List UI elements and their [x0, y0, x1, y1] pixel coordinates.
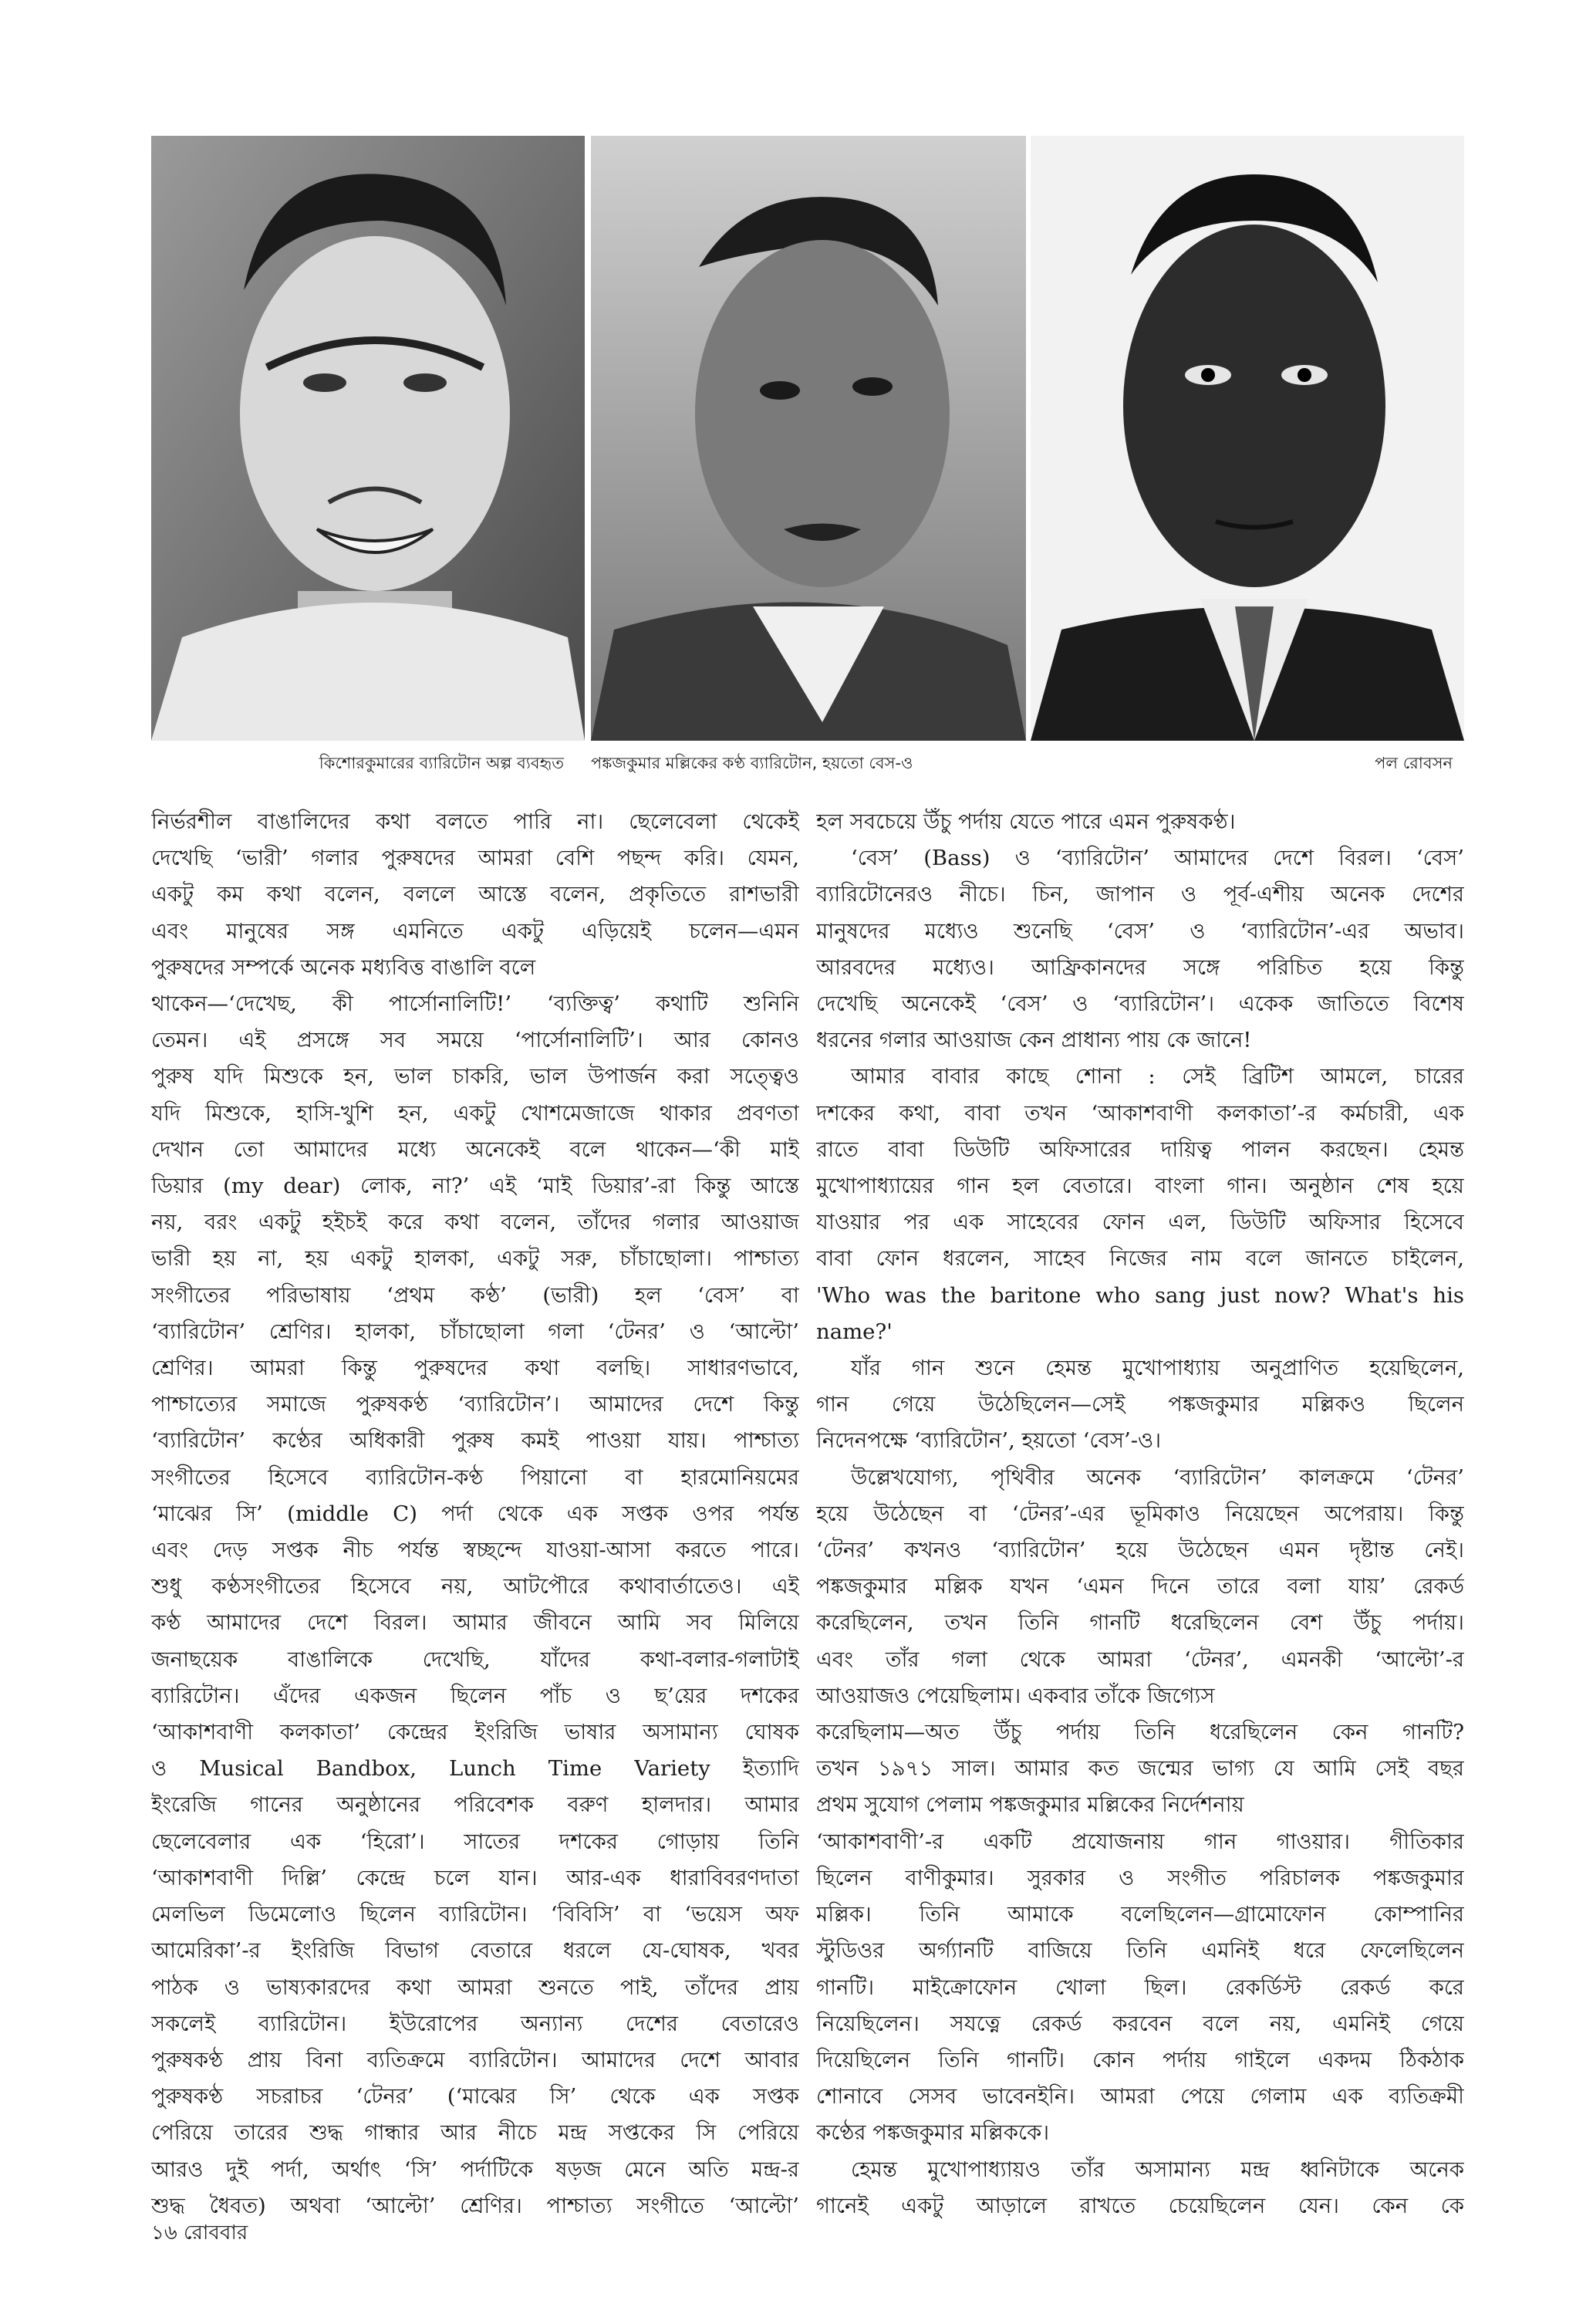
page-footer-label: ১৬ রোববার: [151, 2221, 248, 2245]
text-line: ডিয়ার (my dear) লোক, না?’ এই ‘মাই ডিয়ার’-রা কিন্তু আস্তে: [151, 1174, 799, 1199]
text-line: ভারী হয় না, হয় একটু হালকা, একটু সরু, চাঁচাছোলা। পাশ্চাত্য: [151, 1246, 799, 1272]
text-line: ও Musical Bandbox, Lunch Time Variety ইত্যাদি: [151, 1756, 799, 1782]
text-line: যাঁর গান শুনে হেমন্ত মুখোপাধ্যায় অনুপ্রাণিত হয়েছিলেন,: [851, 1356, 1464, 1381]
text-line: ‘বেস’ (Bass) ও ‘ব্যারিটোন’ আমাদের দেশে বিরল। ‘বেস’: [851, 846, 1464, 871]
text-line: ব্যারিটোন। এঁদের একজন ছিলেন পাঁচ ও ছ’য়ের দশকের: [151, 1683, 799, 1708]
text-line: আমেরিকা’-র ইংরিজি বিভাগ বেতারে ধরলে যে-ঘোষক, খবর: [151, 1938, 799, 1964]
text-line: মানুষদের মধ্যেও শুনেছি ‘বেস’ ও ‘ব্যারিটোন’-এর অভাব।: [816, 918, 1464, 944]
text-line: দেখেছি অনেকেই ‘বেস’ ও ‘ব্যারিটোন’। একেক জাতিতে বিশেষ: [816, 991, 1464, 1017]
text-line: নিদেনপক্ষে ‘ব্যারিটোন’, হয়তো ‘বেস’-ও।: [816, 1428, 1162, 1454]
text-line: স্টুডিওর অর্গ্যানটি বাজিয়ে তিনি এমনিই ধরে ফেলেছিলেন: [816, 1938, 1464, 1964]
text-line: পুরুষ যদি মিশুকে হন, ভাল চাকরি, ভাল উপার্জন করা সত্ত্বেও: [151, 1064, 799, 1089]
text-line: থাকেন—‘দেখেছ, কী পার্সোনালিটি!’ ‘ব্যক্তিত্ব’ কথাটি শুনিনি: [151, 991, 799, 1017]
text-line: এবং মানুষের সঙ্গ এমনিতে একটু এড়িয়েই চলেন—এমন: [151, 918, 799, 944]
text-line: শ্রেণির। আমরা কিন্তু পুরুষদের কথা বলছি। সাধারণভাবে,: [151, 1356, 799, 1381]
text-line: ‘আকাশবাণী’-র একটি প্রযোজনায় গান গাওয়ার। গীতিকার: [816, 1829, 1464, 1854]
text-line: হেমন্ত মুখোপাধ্যায়ও তাঁর অসামান্য মন্দ্র ধ্বনিটাকে অনেক: [851, 2157, 1464, 2182]
text-line: এবং দেড় সপ্তক নীচ পর্যন্ত স্বচ্ছন্দে যাওয়া-আসা করতে পারে।: [151, 1538, 799, 1563]
text-line: পুরুষকণ্ঠ প্রায় বিনা ব্যতিক্রমে ব্যারিটোন। আমাদের দেশে আবার: [151, 2047, 799, 2072]
article-column-right: [816, 804, 1464, 2224]
text-line: দিয়েছিলেন তিনি গানটি। কোন পর্দায় গাইলে একদম ঠিকঠাক: [816, 2047, 1464, 2072]
text-line: ব্যারিটোনেরও নীচে। চিন, জাপান ও পূর্ব-এশীয় অনেক দেশের: [816, 882, 1464, 907]
photo-paul-robeson: [1031, 136, 1464, 741]
text-line: ‘ব্যারিটোন’ শ্রেণির। হালকা, চাঁচাছোলা গলা ‘টেনর’ ও ‘আল্টো’: [151, 1319, 799, 1344]
caption-photo-1: কিশোরকুমারের ব্যারিটোন অল্প ব্যবহৃত: [319, 754, 564, 772]
text-line: মেলভিল ডিমেলোও ছিলেন ব্যারিটোন। ‘বিবিসি’ বা ‘ভয়েস অফ: [151, 1902, 799, 1927]
text-line: প্রথম সুযোগ পেলাম পঙ্কজকুমার মল্লিকের নির্দেশনায়: [816, 1792, 1244, 1818]
text-line: ‘মাঝের সি’ (middle C) পর্দা থেকে এক সপ্তক ওপর পর্যন্ত: [151, 1501, 799, 1526]
text-line: যাওয়ার পর এক সাহেবের ফোন এল, ডিউটি অফিসার হিসেবে: [816, 1210, 1464, 1235]
text-line: শোনাবে সেসব ভাবেনইনি। আমরা পেয়ে গেলাম এক ব্যতিক্রমী: [816, 2084, 1464, 2110]
text-line: ছিলেন বাণীকুমার। সুরকার ও সংগীত পরিচালক পঙ্কজকুমার: [816, 1865, 1464, 1890]
portrait-illustration: [591, 136, 1026, 741]
text-line: হয়ে উঠেছেন বা ‘টেনর’-এর ভূমিকাও নিয়েছেন অপেরায়। কিন্তু: [816, 1501, 1464, 1526]
text-line: সংগীতের হিসেবে ব্যারিটোন-কণ্ঠ পিয়ানো বা হারমোনিয়মের: [151, 1464, 799, 1490]
text-line: হল সবচেয়ে উঁচু পর্দায় যেতে পারে এমন পুরুষকণ্ঠ।: [816, 809, 1236, 834]
text-line: পেরিয়ে তারের শুদ্ধ গান্ধার আর নীচে মন্দ্র সপ্তকের সি পেরিয়ে: [151, 2120, 799, 2146]
photo-pankaj-kumar-mullick: [591, 136, 1026, 741]
text-line: যদি মিশুকে, হাসি-খুশি হন, একটু খোশমেজাজে থাকার প্রবণতা: [151, 1100, 799, 1126]
text-line: 'Who was the baritone who sang just now? What's his: [816, 1282, 1464, 1308]
text-line: সকলেই ব্যারিটোন। ইউরোপের অন্যান্য দেশের বেতারেও: [151, 2011, 799, 2036]
text-line: পুরুষকণ্ঠ সচরাচর ‘টেনর’ (‘মাঝের সি’ থেকে এক সপ্তক: [151, 2084, 799, 2110]
text-line: ‘আকাশবাণী কলকাতা’ কেন্দ্রের ইংরিজি ভাষার অসামান্য ঘোষক: [151, 1720, 799, 1745]
text-line: আমার বাবার কাছে শোনা : সেই ব্রিটিশ আমলে, চারের: [851, 1064, 1464, 1089]
text-line: পাঠক ও ভাষ্যকারদের কথা আমরা শুনতে পাই, তাঁদের প্রায়: [151, 1974, 799, 2000]
text-line: গানটি। মাইক্রোফোন খোলা ছিল। রেকর্ডিস্ট রেকর্ড করে: [816, 1974, 1464, 2000]
text-line: গান গেয়ে উঠেছিলেন—সেই পঙ্কজকুমার মল্লিকও ছিলেন: [816, 1392, 1464, 1417]
caption-photo-3: পল রোবসন: [1375, 754, 1453, 772]
text-line: কণ্ঠ আমাদের দেশে বিরল। আমার জীবনে আমি সব মিলিয়ে: [151, 1610, 799, 1636]
text-line: আরও দুই পর্দা, অর্থাৎ ‘সি’ পর্দাটিকে ষড়জ মেনে অতি মন্দ্র-র: [151, 2157, 799, 2182]
caption-photo-2: পঙ্কজকুমার মল্লিকের কণ্ঠ ব্যারিটোন, হয়তো বেস-ও: [591, 754, 913, 772]
text-line: নয়, বরং একটু হইচই করে কথা বলেন, তাঁদের গলার আওয়াজ: [151, 1210, 799, 1235]
text-line: ধরনের গলার আওয়াজ কেন প্রাধান্য পায় কে জানে!: [816, 1028, 1252, 1053]
text-line: পুরুষদের সম্পর্কে অনেক মধ্যবিত্ত বাঙালি বলে: [151, 954, 536, 980]
text-line: করেছিলেন, তখন তিনি গানটি ধরেছিলেন বেশ উঁচু পর্দায়।: [816, 1610, 1464, 1636]
text-line: আওয়াজও পেয়েছিলাম। একবার তাঁকে জিগ্যেস: [816, 1683, 1215, 1708]
text-line: জনাছয়েক বাঙালিকে দেখেছি, যাঁদের কথা-বলার-গলাটাই: [151, 1647, 799, 1672]
text-line: তেমন। এই প্রসঙ্গে সব সময়ে ‘পার্সোনালিটি’। আর কোনও: [151, 1028, 799, 1053]
text-line: শুদ্ধ ধৈবত) অথবা ‘আল্টো’ শ্রেণির। পাশ্চাত্য সংগীতে ‘আল্টো’: [151, 2193, 799, 2218]
text-line: রাতে বাবা ডিউটি অফিসারের দায়িত্ব পালন করছেন। হেমন্ত: [816, 1137, 1464, 1162]
text-line: ‘আকাশবাণী দিল্লি’ কেন্দ্রে চলে যান। আর-এক ধারাবিবরণদাতা: [151, 1865, 799, 1890]
text-line: মুখোপাধ্যায়ের গান হল বেতারে। বাংলা গান। অনুষ্ঠান শেষ হয়ে: [816, 1174, 1464, 1199]
text-line: দশকের কথা, বাবা তখন ‘আকাশবাণী কলকাতা’-র কর্মচারী, এক: [816, 1100, 1464, 1126]
text-line: উল্লেখযোগ্য, পৃথিবীর অনেক ‘ব্যারিটোন’ কালক্রমে ‘টেনর’: [851, 1464, 1464, 1490]
text-line: কণ্ঠের পঙ্কজকুমার মল্লিককে।: [816, 2120, 1050, 2146]
text-line: ইংরেজি গানের অনুষ্ঠানের পরিবেশক বরুণ হালদার। আমার: [151, 1792, 799, 1818]
text-line: এবং তাঁর গলা থেকে আমরা ‘টেনর’, এমনকী ‘আল্টো’-র: [816, 1647, 1464, 1672]
text-line: ‘টেনর’ কখনও ‘ব্যারিটোন’ হয়ে উঠেছেন এমন দৃষ্টান্ত নেই।: [816, 1538, 1464, 1563]
text-line: বাবা ফোন ধরলেন, সাহেব নিজের নাম বলে জানতে চাইলেন,: [816, 1246, 1464, 1272]
text-line: ‘ব্যারিটোন’ কণ্ঠের অধিকারী পুরুষ কমই পাওয়া যায়। পাশ্চাত্য: [151, 1428, 799, 1454]
text-line: পঙ্কজকুমার মল্লিক যখন ‘এমন দিনে তারে বলা যায়’ রেকর্ড: [816, 1574, 1464, 1599]
text-line: করেছিলাম—অত উঁচু পর্দায় তিনি ধরেছিলেন কেন গানটি?: [816, 1720, 1464, 1745]
text-line: name?': [816, 1319, 893, 1344]
text-line: আরবদের মধ্যেও। আফ্রিকানদের সঙ্গে পরিচিত হয়ে কিন্তু: [816, 954, 1464, 980]
text-line: গানেই একটু আড়ালে রাখতে চেয়েছিলেন যেন। কেন কে: [816, 2193, 1464, 2218]
text-line: ছেলেবেলার এক ‘হিরো’। সাতের দশকের গোড়ায় তিনি: [151, 1829, 799, 1854]
text-line: তখন ১৯৭১ সাল। আমার কত জন্মের ভাগ্য যে আমি সেই বছর: [816, 1756, 1464, 1782]
text-line: মল্লিক। তিনি আমাকে বলেছিলেন—গ্রামোফোন কোম্পানির: [816, 1902, 1464, 1927]
portrait-illustration: [1031, 136, 1464, 741]
text-line: সংগীতের পরিভাষায় ‘প্রথম কণ্ঠ’ (ভারী) হল ‘বেস’ বা: [151, 1282, 799, 1308]
text-line: নিয়েছিলেন। সযত্নে রেকর্ড করবেন বলে নয়, এমনিই গেয়ে: [816, 2011, 1464, 2036]
text-line: নির্ভরশীল বাঙালিদের কথা বলতে পারি না। ছেলেবেলা থেকেই: [151, 809, 799, 834]
text-line: দেখেছি ‘ভারী’ গলার পুরুষদের আমরা বেশি পছন্দ করি। যেমন,: [151, 846, 799, 871]
text-line: শুধু কণ্ঠসংগীতের হিসেবে নয়, আটপৌরে কথাবার্তাতেও। এই: [151, 1574, 799, 1599]
text-line: একটু কম কথা বলেন, বললে আস্তে বলেন, প্রকৃতিতে রাশভারী: [151, 882, 799, 907]
photo-kishore-kumar: [151, 136, 585, 741]
article-column-left: [151, 804, 799, 2224]
text-line: পাশ্চাত্যের সমাজে পুরুষকণ্ঠ ‘ব্যারিটোন’। আমাদের দেশে কিন্তু: [151, 1392, 799, 1417]
portrait-illustration: [151, 136, 585, 741]
text-line: দেখান তো আমাদের মধ্যে অনেকেই বলে থাকেন—‘কী মাই: [151, 1137, 799, 1162]
